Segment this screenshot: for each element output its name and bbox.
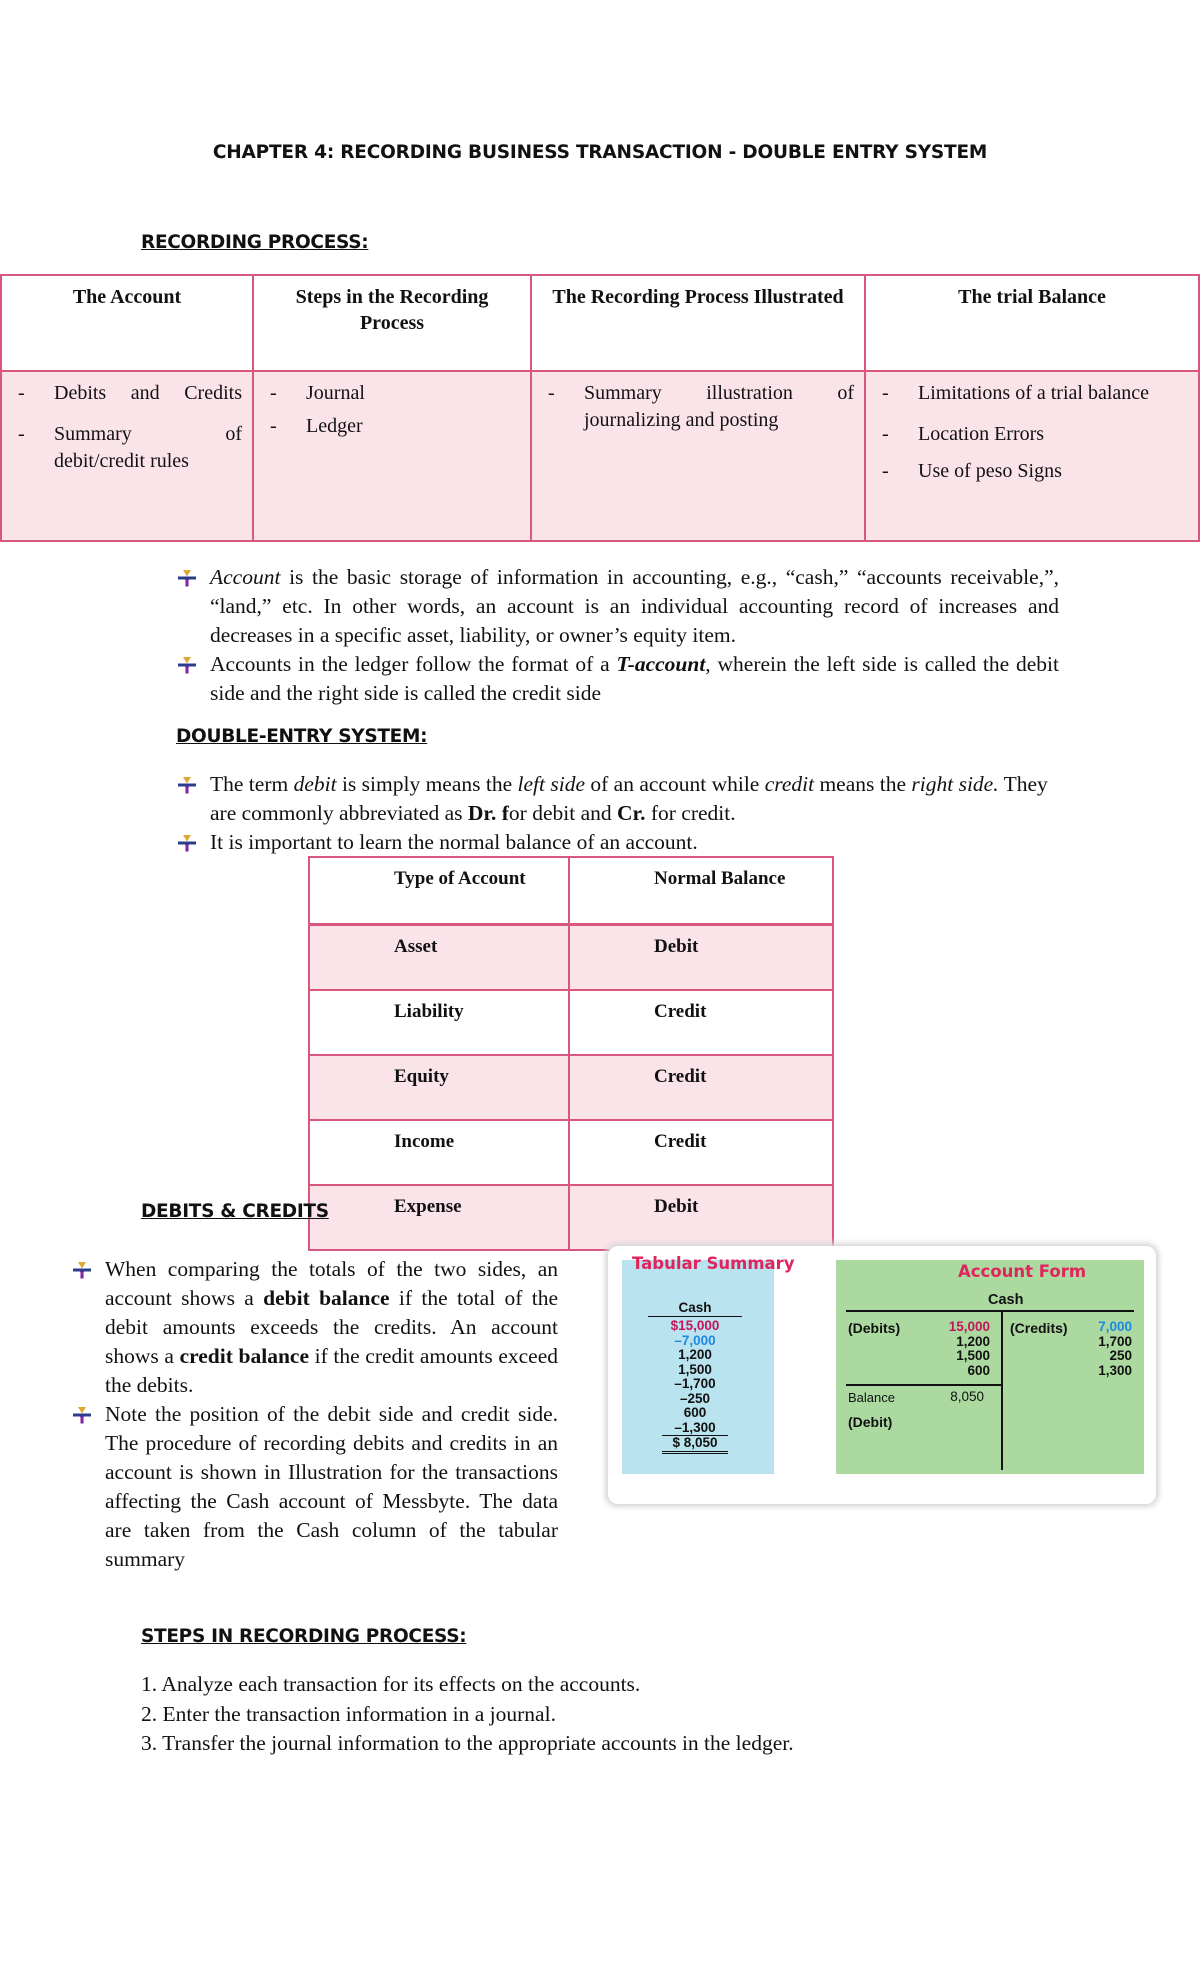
col-header-steps: Steps in the Recording Process [253, 275, 531, 371]
col-header-trial-balance: The trial Balance [865, 275, 1199, 371]
bullet-arrow-icon [178, 569, 196, 587]
table-row: Liability Credit [309, 990, 833, 1055]
account-bullets [176, 563, 1059, 708]
steps-heading: STEPS IN RECORDING PROCESS: [141, 1626, 467, 1647]
bullet-arrow-icon [73, 1261, 91, 1279]
bullet-arrow-icon [73, 1406, 91, 1424]
balance-label: Balance [848, 1390, 895, 1405]
credit-value: 1,300 [1098, 1362, 1132, 1378]
table-header: Normal Balance [569, 857, 833, 925]
bullet-arrow-icon [178, 776, 196, 794]
balance-rule [846, 1384, 1002, 1386]
list-item: Summary of debit/credit rules [54, 423, 242, 472]
t-account-top-line [846, 1310, 1134, 1312]
debit-value: 600 [967, 1362, 990, 1378]
col-header-illustrated: The Recording Process Illustrated [531, 275, 865, 371]
cell-steps: - Journal - Ledger [253, 371, 531, 541]
debits-credits-heading: DEBITS & CREDITS [141, 1201, 329, 1222]
list-item: 3. Transfer the journal information to the appropriate accounts in the ledger. [141, 1731, 794, 1755]
bullet-arrow-icon [178, 656, 196, 674]
debit-value: 1,200 [956, 1333, 990, 1349]
balance-value: 8,050 [950, 1389, 984, 1404]
list-item: When comparing the totals of the two sides, an account shows a debit balance if the total of the debit amounts exceeds the credits. An account shows a credit balance if the credit amounts exceed the debits. [71, 1255, 558, 1400]
cash-account-illustration [608, 1246, 1156, 1504]
recording-process-table [0, 274, 1200, 542]
table-row: Expense Debit [309, 1185, 833, 1250]
table-row: Asset Debit [309, 925, 833, 991]
credit-value: 250 [1109, 1348, 1132, 1363]
t-account-center-line [1001, 1310, 1003, 1470]
cell-trial-balance: - Limitations of a trial balance - Location Errors - Use of peso Signs [865, 371, 1199, 541]
debits-credits-bullets [71, 1255, 558, 1574]
tabular-cash-column: Cash $15,000 –7,000 1,200 1,500 –1,700 –250 600 –1,300 $ 8,050 [640, 1300, 750, 1454]
account-form-title: Account Form [958, 1262, 1087, 1281]
credit-value: 7,000 [1098, 1319, 1132, 1334]
cell-illustrated: - Summary illustration of journalizing and posting [531, 371, 865, 541]
col-header-account: The Account [1, 275, 253, 371]
credits-label: (Credits) [1010, 1320, 1068, 1336]
debit-value: 1,500 [956, 1348, 990, 1363]
account-form-cash-label: Cash [988, 1292, 1024, 1308]
list-item: Account is the basic storage of information in accounting, e.g., “cash,” “accounts receivable,”, “land,” etc. In other words, an account is an individual accounting record of increases and decreases in a specific asset, liability, or owner’s equity item. [176, 563, 1059, 650]
double-entry-bullets [176, 770, 1059, 857]
list-item: Note the position of the debit side and credit side. The procedure of recording debits and credits in an account is shown in Illustration for the transactions affecting the Cash account of Messbyte. The data are taken from the Cash column of the tabular summary [71, 1400, 558, 1574]
list-item: Accounts in the ledger follow the format of a T-account, wherein the left side is called the debit side and the right side is called the credit side [176, 650, 1059, 708]
list-item: Debits and Credits [54, 382, 242, 404]
credit-value: 1,700 [1098, 1333, 1132, 1349]
list-item: Ledger [306, 415, 363, 437]
list-item: It is important to learn the normal balance of an account. [176, 828, 1059, 857]
table-header-row [309, 857, 833, 925]
recording-process-heading: RECORDING PROCESS: [141, 232, 369, 253]
list-item: Limitations of a trial balance [918, 382, 1150, 404]
table-header: Type of Account [309, 857, 569, 925]
tabular-summary-title: Tabular Summary [632, 1254, 795, 1273]
list-item: 2. Enter the transaction information in a journal. [141, 1701, 556, 1726]
table-row: Income Credit [309, 1120, 833, 1185]
debit-value: 15,000 [948, 1319, 990, 1334]
list-item: Journal [306, 382, 365, 404]
balance-side-label: (Debit) [848, 1414, 893, 1430]
table-row: Equity Credit [309, 1055, 833, 1120]
page-title: CHAPTER 4: RECORDING BUSINESS TRANSACTION - DOUBLE ENTRY SYSTEM [212, 142, 988, 163]
normal-balance-table [308, 856, 834, 1251]
bullet-arrow-icon [178, 834, 196, 852]
list-item: Use of peso Signs [918, 460, 1062, 482]
steps-list [141, 1670, 794, 1759]
list-item: Location Errors [918, 423, 1045, 445]
cell-account: - Debits and Credits - Summary of debit/credit rules [1, 371, 253, 541]
list-item: The term debit is simply means the left side of an account while credit means the right side. They are commonly abbreviated as Dr. for debit and Cr. for credit. [176, 770, 1059, 828]
list-item: 1. Analyze each transaction for its effects on the accounts. [141, 1672, 641, 1696]
double-entry-heading: DOUBLE-ENTRY SYSTEM: [176, 726, 428, 747]
debits-label: (Debits) [848, 1320, 901, 1336]
list-item: Summary illustration of journalizing and posting [584, 382, 854, 431]
tabular-summary-panel [622, 1254, 795, 1474]
